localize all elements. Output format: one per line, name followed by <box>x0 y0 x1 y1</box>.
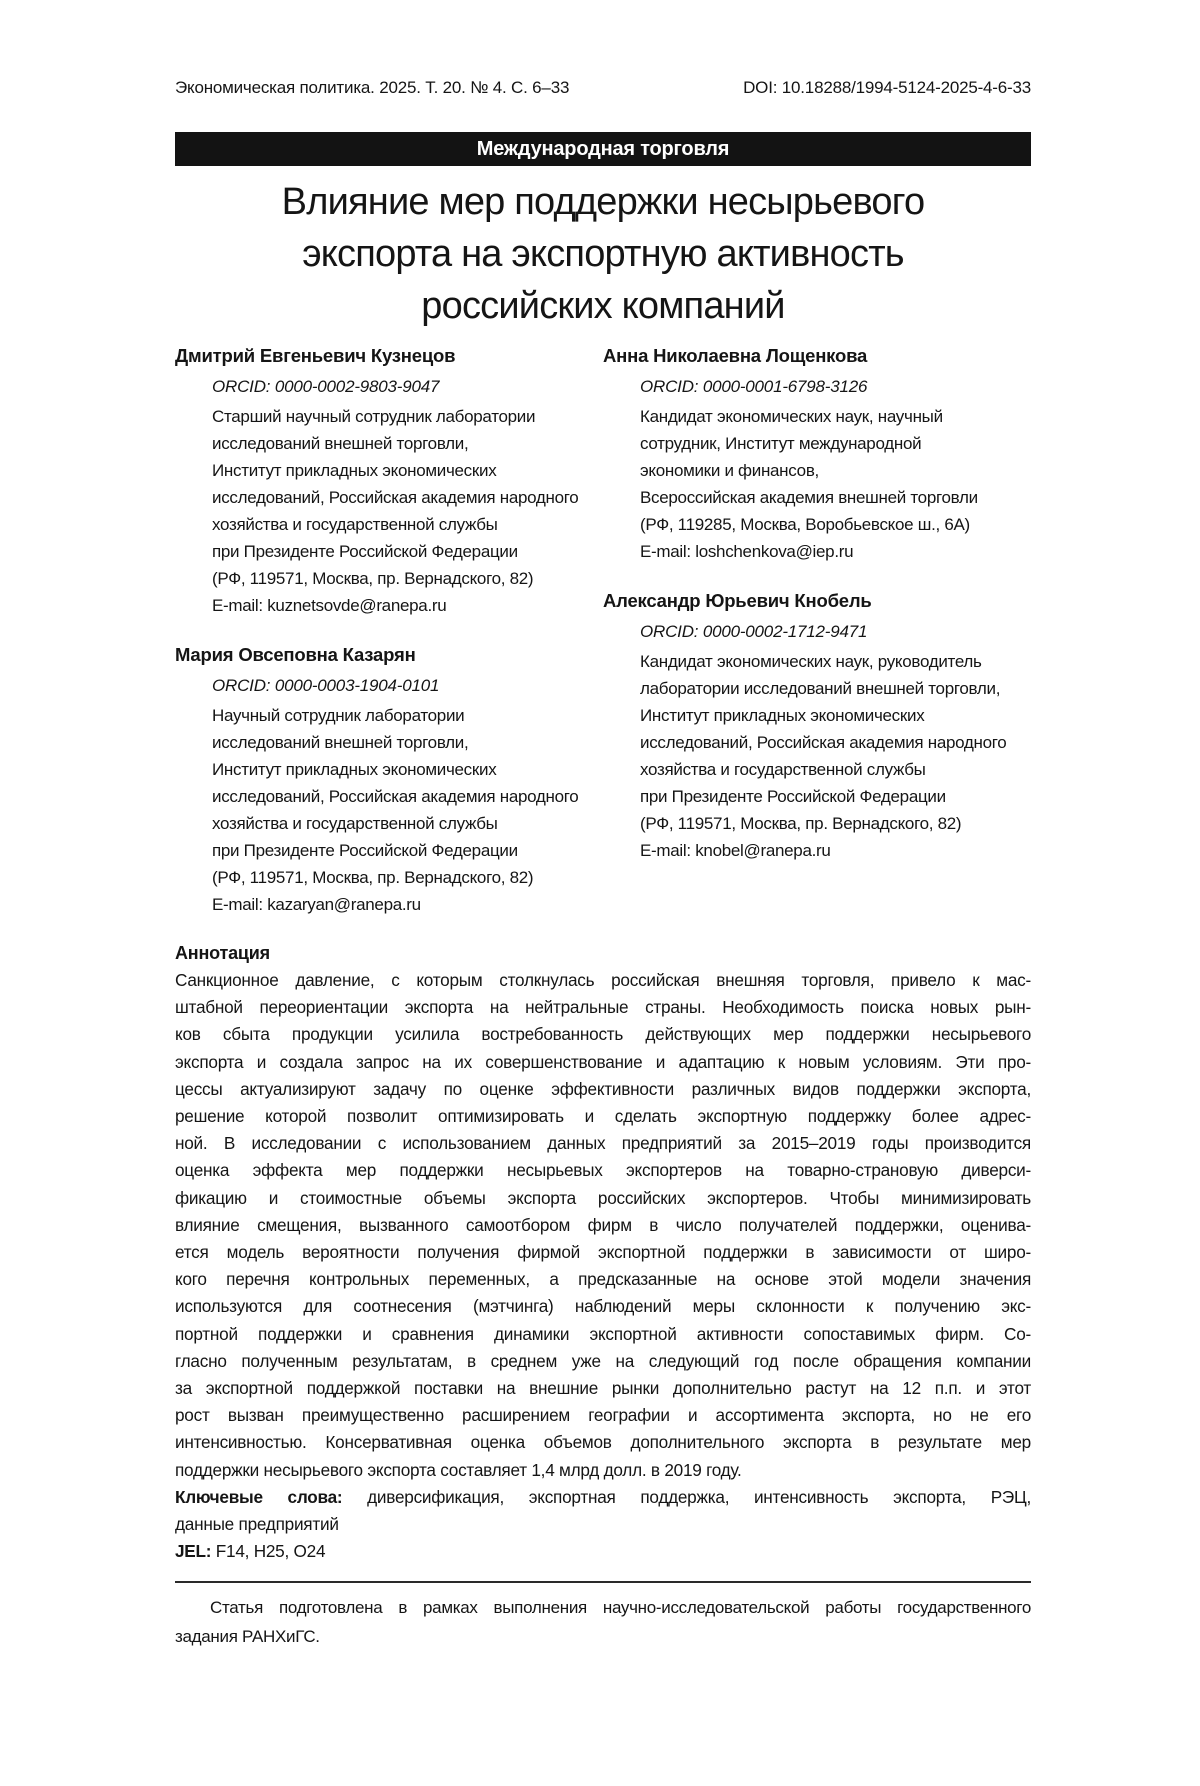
author-name: Мария Овсеповна Казарян <box>175 644 416 665</box>
abstract-line: рост вызван преимущественно расширением географии и ассортимента экспорта, но не его <box>175 1405 1031 1426</box>
affiliation-line: лаборатории исследований внешней торговли, <box>640 679 1001 698</box>
abstract-line: поддержки несырьевого экспорта составляет 1,4 млрд долл. в 2019 году. <box>175 1459 742 1480</box>
affiliation-line: Научный сотрудник лаборатории <box>212 706 465 725</box>
article-title <box>175 176 1031 332</box>
abstract-line: ной. В исследовании с использованием данных предприятий за 2015–2019 годы производится <box>175 1133 1031 1154</box>
affiliation-line: при Президенте Российской Федерации <box>640 787 946 806</box>
author-block <box>603 342 1031 565</box>
authors-left-column <box>175 342 603 940</box>
affiliation-line: Всероссийская академия внешней торговли <box>640 488 978 507</box>
abstract-line: портной поддержки и сравнения динамики экспортной активности сопоставимых фирм. Со- <box>175 1323 1031 1344</box>
article-title-line: Влияние мер поддержки несырьевого <box>281 181 925 223</box>
footnote-line: задания РАНХиГС. <box>175 1627 320 1647</box>
journal-citation: Экономическая политика. 2025. Т. 20. № 4. С. 6–33 <box>175 78 570 97</box>
affiliation-line: E-mail: loshchenkova@iep.ru <box>640 542 854 561</box>
abstract-text <box>175 967 1031 1484</box>
author-name: Александр Юрьевич Кнобель <box>603 590 872 611</box>
affiliation-line: E-mail: knobel@ranepa.ru <box>640 841 831 860</box>
affiliation-line: E-mail: kazaryan@ranepa.ru <box>212 895 421 914</box>
author-block <box>175 342 603 619</box>
affiliation-line: исследований, Российская академия народного <box>640 733 1007 752</box>
running-head <box>175 78 1031 98</box>
footnote-divider <box>175 1581 1031 1583</box>
affiliation-line: хозяйства и государственной службы <box>212 814 498 833</box>
footnote-line: Статья подготовлена в рамках выполнения научно-исследовательской работы государственного <box>210 1598 1031 1618</box>
abstract-line: штабной переориентации экспорта на нейтральные страны. Необходимость поиска новых рын- <box>175 997 1031 1018</box>
author-affiliation <box>212 702 603 918</box>
jel-codes: F14, H25, O24 <box>215 1541 326 1562</box>
keywords-block <box>175 1484 1031 1538</box>
abstract-line: влияние смещения, вызванного самоотбором фирм в число получателей поддержки, оценива- <box>175 1214 1031 1235</box>
affiliation-line: (РФ, 119571, Москва, пр. Вернадского, 82) <box>212 868 534 887</box>
affiliation-line: при Президенте Российской Федерации <box>212 542 518 561</box>
article-title-line: экспорта на экспортную активность <box>302 233 904 275</box>
abstract-line: цессы актуализируют задачу по оценке эффективности различных видов поддержки экспорта, <box>175 1078 1031 1099</box>
affiliation-line: (РФ, 119285, Москва, Воробьевское ш., 6А) <box>640 515 970 534</box>
abstract-line: кого перечня контрольных переменных, а предсказанные на основе этой модели значения <box>175 1269 1031 1290</box>
article-title-line: российских компаний <box>421 285 785 327</box>
keywords-list: диверсификация, экспортная поддержка, интенсивность экспорта, РЭЦ, <box>367 1486 1032 1507</box>
affiliation-line: исследований, Российская академия народного <box>212 488 579 507</box>
author-orcid: ORCID: 0000-0002-9803-9047 <box>212 377 440 396</box>
author-orcid: ORCID: 0000-0001-6798-3126 <box>640 377 868 396</box>
abstract-line: оценка эффекта мер поддержки несырьевых экспортеров на товарно-страновую диверси- <box>175 1160 1031 1181</box>
abstract-line: гласно полученным результатам, в среднем уже на следующий год после обращения компании <box>175 1350 1031 1371</box>
authors-right-column <box>603 342 1031 940</box>
affiliation-line: хозяйства и государственной службы <box>640 760 926 779</box>
affiliation-line: экономики и финансов, <box>640 461 819 480</box>
affiliation-line: хозяйства и государственной службы <box>212 515 498 534</box>
abstract-line: ется модель вероятности получения фирмой экспортной поддержки в зависимости от широ- <box>175 1242 1031 1263</box>
author-name: Дмитрий Евгеньевич Кузнецов <box>175 345 456 366</box>
author-block <box>603 587 1031 864</box>
abstract-heading: Аннотация <box>175 943 270 963</box>
abstract-line: интенсивностью. Консервативная оценка объемов дополнительного экспорта в результате мер <box>175 1432 1031 1453</box>
affiliation-line: сотрудник, Институт международной <box>640 434 922 453</box>
keywords-label: Ключевые слова: <box>175 1486 343 1507</box>
author-affiliation <box>640 648 1031 864</box>
section-banner: Международная торговля <box>175 132 1031 166</box>
abstract-line: используются для соотнесения (мэтчинга) наблюдений меры склонности к получению экс- <box>175 1296 1031 1317</box>
affiliation-line: (РФ, 119571, Москва, пр. Вернадского, 82) <box>640 814 962 833</box>
author-orcid: ORCID: 0000-0003-1904-0101 <box>212 676 440 695</box>
affiliation-line: Кандидат экономических наук, научный <box>640 407 943 426</box>
affiliation-line: Институт прикладных экономических <box>212 760 497 779</box>
affiliation-line: исследований, Российская академия народного <box>212 787 579 806</box>
affiliation-line: исследований внешней торговли, <box>212 733 469 752</box>
affiliation-line: Кандидат экономических наук, руководитель <box>640 652 982 671</box>
author-affiliation <box>212 403 603 619</box>
affiliation-line: при Президенте Российской Федерации <box>212 841 518 860</box>
abstract-line: Санкционное давление, с которым столкнулась российская внешняя торговля, привело к мас- <box>175 970 1031 990</box>
abstract-line: экспорта и создала запрос на их совершенствование и адаптацию к новым условиям. Эти про- <box>175 1051 1031 1072</box>
keywords-line <box>175 1484 1031 1511</box>
doi: DOI: 10.18288/1994-5124-2025-4-6-33 <box>743 78 1031 97</box>
abstract-line: ков сбыта продукции усилила востребованность действующих мер поддержки несырьевого <box>175 1024 1031 1045</box>
author-name: Анна Николаевна Лощенкова <box>603 345 868 366</box>
abstract-line: решение которой позволит оптимизировать и сделать экспортную поддержку более адрес- <box>175 1106 1031 1127</box>
jel-label: JEL: <box>175 1541 212 1562</box>
affiliation-line: (РФ, 119571, Москва, пр. Вернадского, 82) <box>212 569 534 588</box>
author-affiliation <box>640 403 1031 565</box>
abstract-line: за экспортной поддержкой поставки на внешние рынки дополнительно растут на 12 п.п. и этот <box>175 1378 1031 1399</box>
abstract-line: фикацию и стоимостные объемы экспорта российских экспортеров. Чтобы минимизировать <box>175 1187 1031 1208</box>
affiliation-line: E-mail: kuznetsovde@ranepa.ru <box>212 596 447 615</box>
author-orcid: ORCID: 0000-0002-1712-9471 <box>640 622 868 641</box>
jel-block <box>175 1538 1031 1565</box>
affiliation-line: Старший научный сотрудник лаборатории <box>212 407 536 426</box>
keywords-line: данные предприятий <box>175 1514 339 1535</box>
authors-block <box>175 342 1031 940</box>
affiliation-line: исследований внешней торговли, <box>212 434 469 453</box>
affiliation-line: Институт прикладных экономических <box>640 706 925 725</box>
acknowledgement-footnote <box>175 1593 1031 1651</box>
affiliation-line: Институт прикладных экономических <box>212 461 497 480</box>
author-block <box>175 641 603 918</box>
